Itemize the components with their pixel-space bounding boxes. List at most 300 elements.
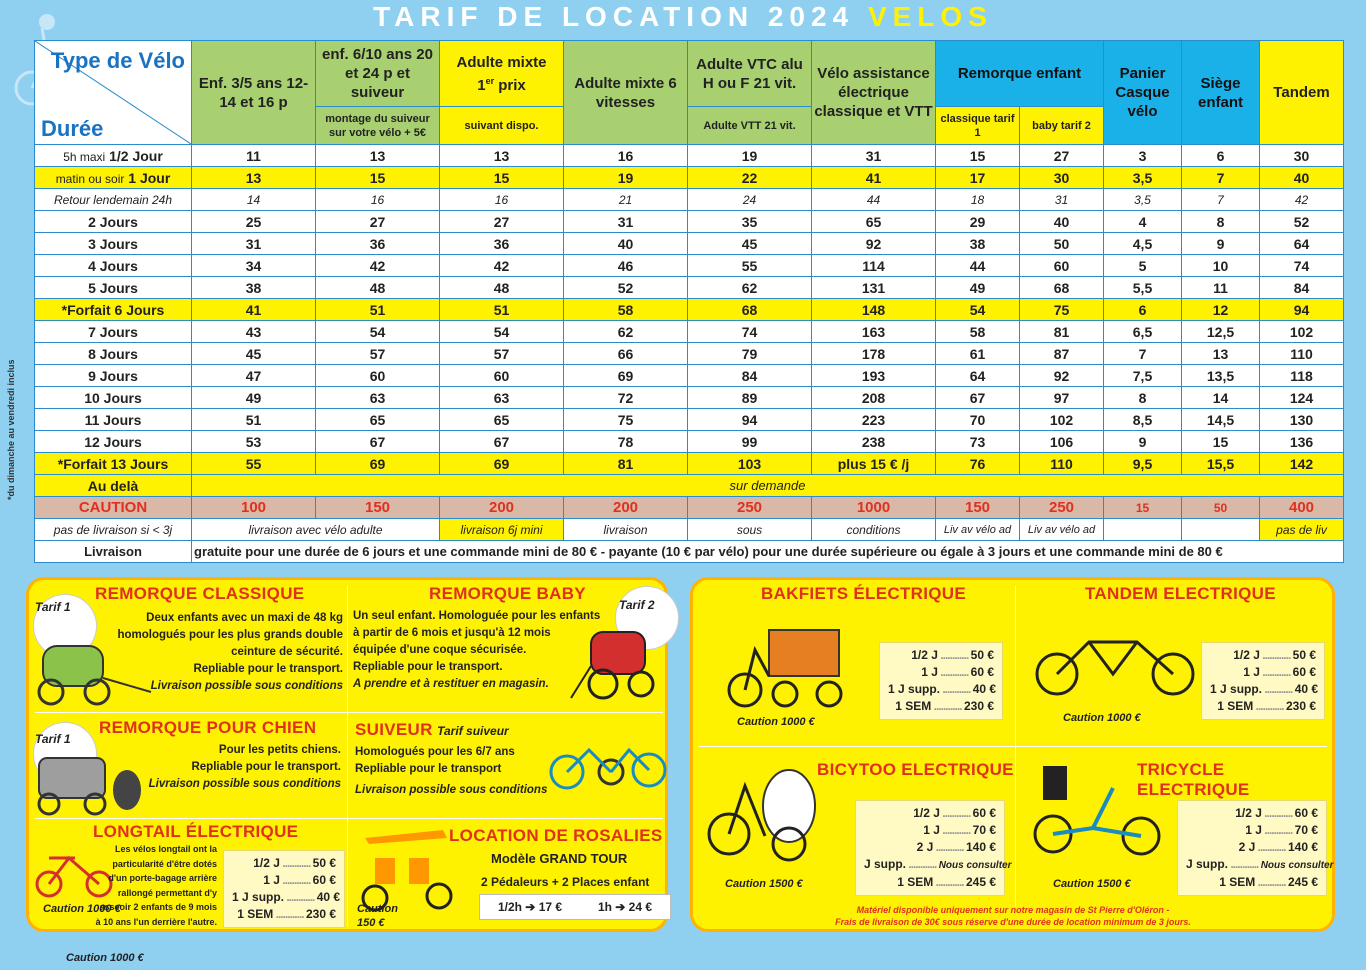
remorque-baby-text: Un seul enfant. Homologuée pour les enfants à partir de 6 mois et jusqu'à 12 mois équipée d'une coque sécurisée. Repliable pour le transport. A prendre et à restituer en magasin. — [353, 610, 601, 690]
caution-cell: 100 — [192, 497, 316, 519]
row-label-text: 4 Jours — [88, 257, 138, 274]
table-cell: 40 — [1020, 211, 1104, 233]
table-cell: 62 — [688, 277, 812, 299]
bottom-bar — [0, 970, 1366, 979]
table-cell: 16 — [316, 189, 440, 211]
price-line — [1186, 805, 1318, 822]
livraison2-row — [35, 541, 1344, 563]
bakfiets-caution: Caution 1000 € — [737, 716, 815, 728]
table-cell: 19 — [564, 167, 688, 189]
price-label: 2 J — [916, 840, 934, 854]
price-label: 1/2 J — [1235, 806, 1262, 820]
table-cell: 94 — [1260, 299, 1344, 321]
tricycle-prices — [1177, 800, 1334, 896]
table-cell: 5 — [1104, 255, 1182, 277]
caution-row — [35, 497, 1344, 519]
table-row — [35, 277, 1344, 299]
rosalies-prices: 1/2h ➔ 17 € 1h ➔ 24 € — [479, 894, 671, 920]
side-note: *du dimanche au vendredi inclus — [6, 359, 16, 500]
livraison-c6: pas de liv — [1260, 519, 1344, 541]
table-cell: 25 — [192, 211, 316, 233]
price-line — [864, 856, 1012, 874]
header-type-duree — [35, 41, 192, 145]
col-header-panier: Panier Casque vélo — [1104, 41, 1182, 145]
remorque-chien-title: REMORQUE POUR CHIEN — [99, 718, 317, 737]
table-cell: 6,5 — [1104, 321, 1182, 343]
row-label — [35, 211, 192, 233]
price-dots: ............ — [1255, 875, 1288, 889]
table-cell: 14 — [192, 189, 316, 211]
table-cell: 55 — [688, 255, 812, 277]
price-dots: ............ — [1253, 699, 1286, 713]
table-cell: 67 — [936, 387, 1020, 409]
livraison-label: pas de livraison si < 3j — [35, 519, 192, 541]
row-label — [35, 343, 192, 365]
row-label-text: *Forfait 13 Jours — [57, 455, 169, 472]
price-value: 140 € — [965, 840, 996, 854]
table-cell: 42 — [1260, 189, 1344, 211]
row-label-text: 5 Jours — [88, 279, 138, 296]
title-main: TARIF DE LOCATION 2024 — [373, 1, 855, 32]
table-cell: 66 — [564, 343, 688, 365]
title-accent: VELOS — [867, 1, 993, 32]
price-label: 1/2 J — [913, 806, 940, 820]
table-cell: 106 — [1020, 431, 1104, 453]
table-cell: 74 — [1260, 255, 1344, 277]
table-cell: 102 — [1260, 321, 1344, 343]
table-cell: 13 — [192, 167, 316, 189]
table-cell: 7 — [1104, 343, 1182, 365]
price-value: 40 € — [1294, 682, 1319, 696]
col-sub-adulte-1er: suivant dispo. — [440, 107, 564, 145]
table-row — [35, 145, 1344, 167]
tandem-elec-caution: Caution 1000 € — [1063, 712, 1141, 724]
price-dots: ............ — [931, 699, 964, 713]
price-label: 1/2 J — [1233, 648, 1260, 662]
table-cell: 68 — [688, 299, 812, 321]
livraison-c3a: livraison — [564, 519, 688, 541]
price-value: Nous consulter — [1260, 860, 1334, 871]
price-value: 230 € — [305, 907, 336, 921]
table-cell: 15 — [316, 167, 440, 189]
price-label: 1 J — [923, 823, 940, 837]
table-cell: 38 — [192, 277, 316, 299]
table-cell: 36 — [440, 233, 564, 255]
au-dela-label: Au delà — [35, 475, 192, 497]
table-cell: 58 — [564, 299, 688, 321]
table-cell: 69 — [316, 453, 440, 475]
row-label — [35, 431, 192, 453]
price-dots: ............ — [939, 823, 973, 837]
tarif1-chien-tag: Tarif 1 — [35, 732, 71, 746]
table-cell: 14,5 — [1182, 409, 1260, 431]
col-header-remorque: Remorque enfant — [936, 41, 1104, 107]
table-cell: 84 — [688, 365, 812, 387]
price-value: 60 € — [970, 665, 994, 679]
table-cell: 11 — [1182, 277, 1260, 299]
bakfiets-prices — [879, 642, 1003, 720]
longtail-prices — [223, 850, 345, 928]
table-cell: 19 — [688, 145, 812, 167]
price-label: 1 J supp. — [888, 682, 941, 696]
price-value: 230 € — [963, 699, 994, 713]
table-cell: 81 — [1020, 321, 1104, 343]
price-dots: ............ — [939, 806, 973, 820]
table-cell: 42 — [440, 255, 564, 277]
table-cell: 223 — [812, 409, 936, 431]
table-cell: 178 — [812, 343, 936, 365]
table-cell: 10 — [1182, 255, 1260, 277]
table-cell: 51 — [440, 299, 564, 321]
table-cell: 27 — [440, 211, 564, 233]
bicytoo-prices — [855, 800, 1012, 896]
price-label: 1 SEM — [1219, 875, 1256, 889]
remorque-baby-icon — [569, 622, 661, 706]
tricycle-caution: Caution 1500 € — [1053, 878, 1131, 890]
table-cell: 68 — [1020, 277, 1104, 299]
col-header-tandem: Tandem — [1260, 41, 1344, 145]
price-line — [1210, 664, 1316, 681]
table-cell: 110 — [1260, 343, 1344, 365]
price-label: 1 SEM — [1217, 699, 1254, 713]
table-cell: 102 — [1020, 409, 1104, 431]
livraison2-label: Livraison — [35, 541, 192, 563]
livraison2-text: gratuite pour une durée de 6 jours et une commande mini de 80 € - payante (10 € par vélo) pour une durée supérieure ou égale à 3 jours et une commande mini de 80 € — [192, 541, 1344, 563]
livraison-c1: livraison avec vélo adulte — [192, 519, 440, 541]
col-sub-enf610: montage du suiveur sur votre vélo + 5€ — [316, 107, 440, 145]
table-cell: 60 — [1020, 255, 1104, 277]
table-cell: 30 — [1260, 145, 1344, 167]
table-cell: 55 — [192, 453, 316, 475]
row-label — [35, 255, 192, 277]
price-dots: ............ — [1228, 857, 1261, 871]
col-sub-remorque-classique: classique tarif 1 — [936, 107, 1020, 145]
livraison-c2: livraison 6j mini — [440, 519, 564, 541]
rosalies-icon — [355, 824, 459, 914]
price-label: J supp. — [1186, 857, 1229, 871]
header-duree-label: Durée — [41, 116, 104, 141]
price-value: 40 € — [316, 890, 341, 904]
table-cell: 136 — [1260, 431, 1344, 453]
price-value: 50 € — [1292, 648, 1316, 662]
table-cell: 57 — [316, 343, 440, 365]
table-cell: 27 — [316, 211, 440, 233]
price-line — [232, 889, 341, 906]
table-cell: 16 — [564, 145, 688, 167]
table-cell: 65 — [440, 409, 564, 431]
bicytoo-icon — [705, 756, 825, 866]
table-cell: 103 — [688, 453, 812, 475]
table-cell: 31 — [812, 145, 936, 167]
row-label-text: 7 Jours — [88, 323, 138, 340]
table-cell: 12 — [1182, 299, 1260, 321]
caution-cell: 200 — [440, 497, 564, 519]
table-cell: 54 — [936, 299, 1020, 321]
price-line — [1210, 698, 1316, 715]
price-line — [864, 822, 996, 839]
table-cell: 44 — [812, 189, 936, 211]
table-cell: 7 — [1182, 189, 1260, 211]
table-cell: 31 — [1020, 189, 1104, 211]
price-value: 60 € — [1292, 665, 1316, 679]
table-cell: 74 — [688, 321, 812, 343]
row-label — [35, 233, 192, 255]
table-cell: 42 — [316, 255, 440, 277]
table-cell: 7,5 — [1104, 365, 1182, 387]
table-row — [35, 255, 1344, 277]
caution-cell: 250 — [1020, 497, 1104, 519]
table-cell: 63 — [440, 387, 564, 409]
table-cell: 27 — [1020, 145, 1104, 167]
price-label: 1 J — [1245, 823, 1262, 837]
table-cell: 48 — [440, 277, 564, 299]
price-dots: ............ — [1259, 665, 1293, 679]
table-cell: 3,5 — [1104, 189, 1182, 211]
table-cell: 11 — [192, 145, 316, 167]
price-dots: ............ — [906, 857, 939, 871]
tricycle-title: TRICYCLE ELECTRIQUE — [1137, 760, 1250, 799]
table-cell: 15 — [440, 167, 564, 189]
table-cell: 50 — [1020, 233, 1104, 255]
row-label-text: 1/2 Jour — [109, 147, 163, 164]
table-cell: 67 — [316, 431, 440, 453]
livraison-c3c: conditions — [812, 519, 936, 541]
table-cell: 51 — [316, 299, 440, 321]
table-cell: 45 — [192, 343, 316, 365]
table-cell: 58 — [936, 321, 1020, 343]
table-cell: 92 — [1020, 365, 1104, 387]
table-cell: 73 — [936, 431, 1020, 453]
table-cell: 89 — [688, 387, 812, 409]
table-cell: 64 — [1260, 233, 1344, 255]
row-label-text: Retour lendemain 24h — [53, 192, 173, 207]
price-line — [1186, 856, 1334, 874]
table-cell: 52 — [1260, 211, 1344, 233]
table-cell: 148 — [812, 299, 936, 321]
remorque-chien-text: Pour les petits chiens. Repliable pour le transport. Livraison possible sous conditions — [148, 744, 341, 790]
table-cell: 9,5 — [1104, 453, 1182, 475]
table-cell: 110 — [1020, 453, 1104, 475]
table-cell: 61 — [936, 343, 1020, 365]
table-cell: 97 — [1020, 387, 1104, 409]
table-cell: 94 — [688, 409, 812, 431]
table-cell: 38 — [936, 233, 1020, 255]
table-cell: 7 — [1182, 167, 1260, 189]
right-panel — [690, 577, 1335, 932]
table-cell: 118 — [1260, 365, 1344, 387]
table-cell: 44 — [936, 255, 1020, 277]
table-cell: 193 — [812, 365, 936, 387]
table-cell: 40 — [564, 233, 688, 255]
table-cell: 99 — [688, 431, 812, 453]
row-label — [35, 321, 192, 343]
table-cell: 124 — [1260, 387, 1344, 409]
price-dots: ............ — [1259, 648, 1293, 662]
table-cell: 21 — [564, 189, 688, 211]
price-label: 1/2 J — [911, 648, 938, 662]
price-value: 40 € — [972, 682, 997, 696]
row-label-text: 8 Jours — [88, 345, 138, 362]
livraison-empty — [1182, 519, 1260, 541]
caution-cell: 1000 — [812, 497, 936, 519]
price-value: 245 € — [965, 875, 996, 889]
table-cell: 34 — [192, 255, 316, 277]
suiveur-text: Homologués pour les 6/7 ans Repliable pour le transport Livraison possible sous conditions — [355, 746, 548, 796]
table-cell: 131 — [812, 277, 936, 299]
tarif2-tag: Tarif 2 — [619, 598, 655, 612]
price-line — [888, 698, 994, 715]
table-cell: 13 — [1182, 343, 1260, 365]
table-cell: 130 — [1260, 409, 1344, 431]
livraison-c3b: sous — [688, 519, 812, 541]
table-cell: 81 — [564, 453, 688, 475]
table-cell: 31 — [564, 211, 688, 233]
table-cell: 92 — [812, 233, 936, 255]
table-cell: 8 — [1182, 211, 1260, 233]
price-dots: ............ — [1262, 682, 1295, 696]
table-cell: 15 — [1182, 431, 1260, 453]
table-row — [35, 387, 1344, 409]
row-label-text: 11 Jours — [84, 411, 142, 428]
header-type-label: Type de Vélo — [50, 48, 185, 73]
price-value: 70 € — [1294, 823, 1318, 837]
table-cell: 65 — [812, 211, 936, 233]
price-label: 1 J — [1243, 665, 1260, 679]
price-value: 60 € — [1294, 806, 1318, 820]
price-value: 70 € — [972, 823, 996, 837]
price-line — [232, 872, 336, 889]
table-cell: 13 — [316, 145, 440, 167]
longtail-caution: Caution 1000 € — [43, 903, 121, 915]
table-cell: 67 — [440, 431, 564, 453]
table-cell: 17 — [936, 167, 1020, 189]
table-row — [35, 211, 1344, 233]
col-header-siege: Siège enfant — [1182, 41, 1260, 145]
table-cell: 72 — [564, 387, 688, 409]
price-dots: ............ — [279, 856, 313, 870]
table-cell: 63 — [316, 387, 440, 409]
row-label-text: 9 Jours — [88, 367, 138, 384]
table-cell: 9 — [1104, 431, 1182, 453]
table-cell: 69 — [564, 365, 688, 387]
table-cell: 36 — [316, 233, 440, 255]
suiveur-title: SUIVEUR Tarif suiveur — [355, 720, 509, 739]
table-row — [35, 409, 1344, 431]
price-value: Nous consulter — [938, 860, 1012, 871]
row-label-text: *Forfait 6 Jours — [61, 301, 165, 318]
table-cell: 49 — [936, 277, 1020, 299]
price-dots: ............ — [273, 907, 306, 921]
row-label-text: 1 Jour — [128, 169, 171, 186]
table-cell: 12,5 — [1182, 321, 1260, 343]
right-panel-note: Matériel disponible uniquement sur notre magasin de St Pierre d'Oléron - Frais de livraison de 30€ sous réserve d'une durée de location minimum de 3 jours. — [835, 905, 1191, 927]
price-value: 50 € — [312, 856, 336, 870]
caution-cell: 50 — [1182, 497, 1260, 519]
price-line — [1210, 647, 1316, 664]
table-cell: 13,5 — [1182, 365, 1260, 387]
table-cell: 65 — [316, 409, 440, 431]
table-cell: 3,5 — [1104, 167, 1182, 189]
table-cell: 48 — [316, 277, 440, 299]
price-label: 1 J — [921, 665, 938, 679]
price-value: 60 € — [312, 873, 336, 887]
col-header-enf35: Enf. 3/5 ans 12-14 et 16 p — [192, 41, 316, 145]
price-value: 50 € — [970, 648, 994, 662]
table-row — [35, 233, 1344, 255]
row-label — [35, 365, 192, 387]
table-row — [35, 343, 1344, 365]
table-cell: 64 — [936, 365, 1020, 387]
au-dela-value: sur demande — [192, 475, 1344, 497]
price-line — [232, 855, 336, 872]
longtail-text: Les vélos longtail ont la particularité d'être dotés d'un porte-bagage arrière rallongé permettant d'y asseoir 2 enfants de 9 mois à 10 ans l'un derrière l'autre. — [95, 844, 217, 927]
table-cell: 54 — [316, 321, 440, 343]
livraison-row — [35, 519, 1344, 541]
col-header-adulte-vtc: Adulte VTC alu H ou F 21 vit. — [688, 41, 812, 107]
price-label: 1/2 J — [253, 856, 280, 870]
table-cell: 4,5 — [1104, 233, 1182, 255]
table-row — [35, 321, 1344, 343]
remorque-chien-icon — [35, 752, 145, 816]
table-cell: 8,5 — [1104, 409, 1182, 431]
price-value: 60 € — [972, 806, 996, 820]
table-cell: 79 — [688, 343, 812, 365]
col-header-enf610: enf. 6/10 ans 20 et 24 p et suiveur — [316, 41, 440, 107]
livraison-c4: Liv av vélo ad — [936, 519, 1020, 541]
table-cell: 51 — [192, 409, 316, 431]
table-cell: 69 — [440, 453, 564, 475]
col-header-vae: Vélo assistance électrique classique et VTT — [812, 41, 936, 145]
row-label — [35, 299, 192, 321]
price-dots: ............ — [1261, 806, 1295, 820]
price-label: 2 J — [1238, 840, 1256, 854]
table-row — [35, 189, 1344, 211]
livraison-empty — [1104, 519, 1182, 541]
tandem-elec-title: TANDEM ELECTRIQUE — [1085, 584, 1276, 603]
row-label — [35, 387, 192, 409]
table-cell: 75 — [1020, 299, 1104, 321]
table-cell: 6 — [1182, 145, 1260, 167]
col-header-adulte-6v: Adulte mixte 6 vitesses — [564, 41, 688, 145]
remorque-classique-text: Deux enfants avec un maxi de 48 kg homologués pour les plus grands double ceinture de sécurité. Repliable pour le transport. Livraison possible sous conditions — [117, 612, 343, 692]
price-line — [864, 874, 996, 891]
table-row — [35, 299, 1344, 321]
table-cell: 16 — [440, 189, 564, 211]
table-cell: plus 15 € /j — [812, 453, 936, 475]
table-cell: 35 — [688, 211, 812, 233]
au-dela-row — [35, 475, 1344, 497]
footer-caution: Caution 1000 € — [66, 952, 144, 964]
table-cell: 9 — [1182, 233, 1260, 255]
table-cell: 114 — [812, 255, 936, 277]
row-prefix: 5h maxi — [63, 149, 106, 164]
price-dots: ............ — [284, 890, 317, 904]
remorque-classique-title: REMORQUE CLASSIQUE — [95, 584, 305, 603]
price-line — [1210, 681, 1319, 698]
price-label: 1 J supp. — [232, 890, 285, 904]
price-line — [864, 805, 996, 822]
price-value: 230 € — [1285, 699, 1316, 713]
col-header-adulte-1er: Adulte mixte 1er prix — [440, 41, 564, 107]
table-cell: 45 — [688, 233, 812, 255]
bicytoo-title: BICYTOO ELECTRIQUE — [817, 760, 1014, 779]
table-cell: 29 — [936, 211, 1020, 233]
table-cell: 76 — [936, 453, 1020, 475]
price-label: 1 J supp. — [1210, 682, 1263, 696]
price-label: 1 SEM — [897, 875, 934, 889]
table-cell: 3 — [1104, 145, 1182, 167]
caution-cell: 150 — [936, 497, 1020, 519]
